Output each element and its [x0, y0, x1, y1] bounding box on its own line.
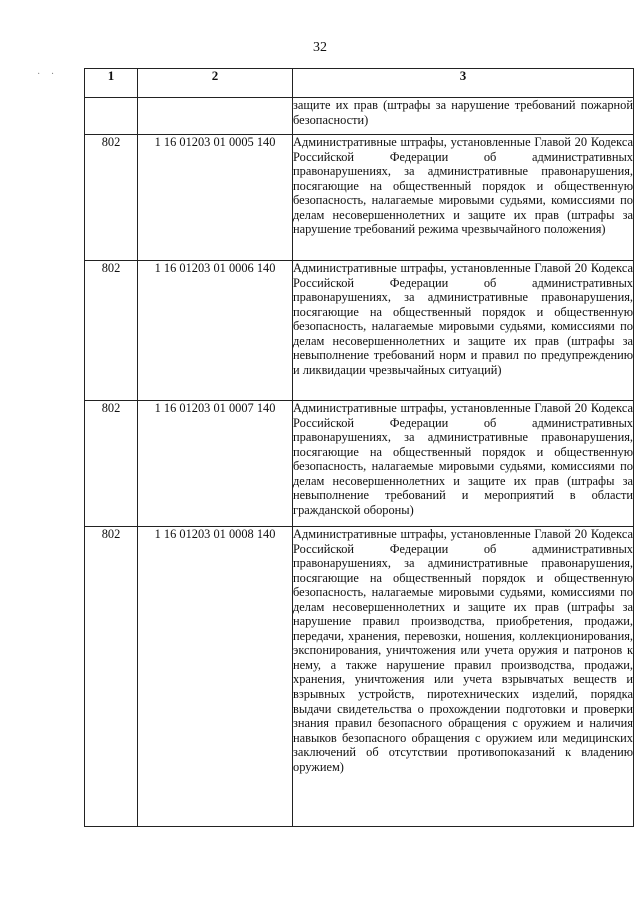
budget-code-table [84, 68, 634, 827]
table-row [85, 135, 634, 261]
row-admin-code: 802 [85, 261, 138, 401]
column-header-2: 2 [138, 69, 293, 98]
table-row [85, 261, 634, 401]
row-admin-code: 802 [85, 135, 138, 261]
row-budget-code: 1 16 01203 01 0005 140 [138, 135, 293, 261]
table-row [85, 401, 634, 527]
row-description: Административные штрафы, установленные Главой 20 Кодекса Российской Федерации об административных правонарушениях, за административные правонарушения, посягающие на общественный порядок и общественную безопасность, налагаемые мировыми судьями, комиссиями по делам несовершеннолетних и защите их прав (штрафы за невыполнение требований и мероприятий в области гражданской обороны) [293, 401, 634, 527]
scan-artifact: · · [37, 69, 59, 80]
row-description: Административные штрафы, установленные Главой 20 Кодекса Российской Федерации об административных правонарушениях, за административные правонарушения, посягающие на общественный порядок и общественную безопасность, налагаемые мировыми судьями, комиссиями по делам несовершеннолетних и защите их прав (штрафы за нарушение правил производства, приобретения, продажи, передачи, хранения, перевозки, ношения, коллекционирования, экспонирования, уничтожения или учета оружия и патронов к нему, а также нарушение правил производства, продажи, хранения, уничтожения или учета взрывчатых веществ и взрывных устройств, пиротехнических изделий, порядка выдачи свидетельства о прохождении подготовки и проверки знания правил безопасного обращения с оружием и наличия навыков безопасного обращения с оружием или медицинских заключений об отсутствии противопоказаний к владению оружием) [293, 527, 634, 827]
row-admin-code [85, 98, 138, 135]
row-budget-code: 1 16 01203 01 0007 140 [138, 401, 293, 527]
table-row [85, 527, 634, 827]
table-header-row [85, 69, 634, 98]
column-header-1: 1 [85, 69, 138, 98]
row-description: Административные штрафы, установленные Главой 20 Кодекса Российской Федерации об административных правонарушениях, за административные правонарушения, посягающие на общественный порядок и общественную безопасность, налагаемые мировыми судьями, комиссиями по делам несовершеннолетних и защите их прав (штрафы за невыполнение требований норм и правил по предупреждению и ликвидации чрезвычайных ситуаций) [293, 261, 634, 401]
page-number: 32 [313, 40, 327, 55]
table-row [85, 98, 634, 135]
row-description: Административные штрафы, установленные Главой 20 Кодекса Российской Федерации об административных правонарушениях, за административные правонарушения, посягающие на общественный порядок и общественную безопасность, налагаемые мировыми судьями, комиссиями по делам несовершеннолетних и защите их прав (штрафы за нарушение требований режима чрезвычайного положения) [293, 135, 634, 261]
row-admin-code: 802 [85, 527, 138, 827]
row-budget-code: 1 16 01203 01 0008 140 [138, 527, 293, 827]
row-budget-code: 1 16 01203 01 0006 140 [138, 261, 293, 401]
row-budget-code [138, 98, 293, 135]
row-admin-code: 802 [85, 401, 138, 527]
column-header-3: 3 [293, 69, 634, 98]
row-description: защите их прав (штрафы за нарушение требований пожарной безопасности) [293, 98, 634, 135]
